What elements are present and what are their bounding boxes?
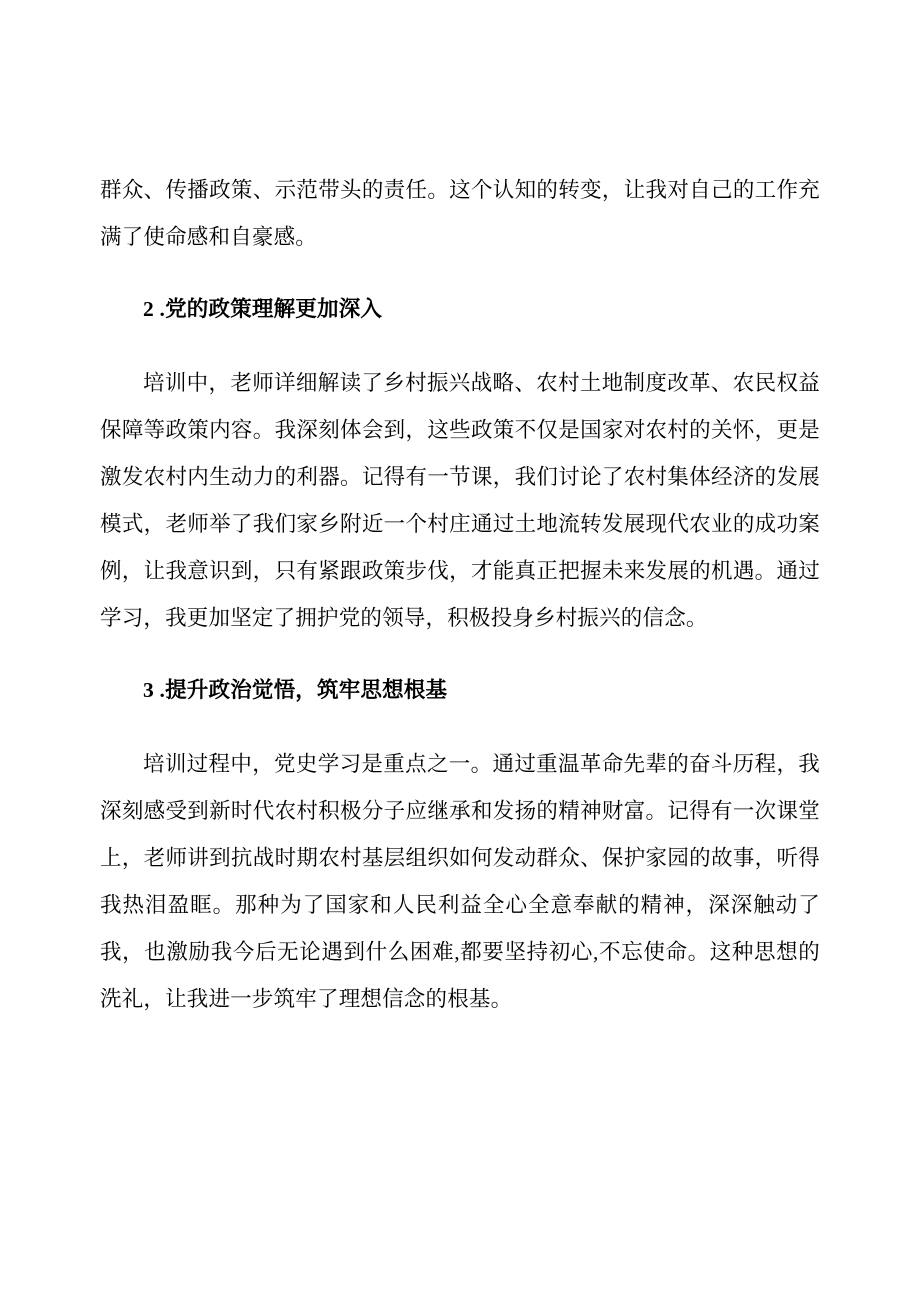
section-paragraph-3: 培训过程中，党史学习是重点之一。通过重温革命先辈的奋斗历程，我深刻感受到新时代农村积极分子应继承和发扬的精神财富。记得有一次课堂上，老师讲到抗战时期农村基层组织如何发动群众、保护家园的故事，听得我热泪盈眶。那种为了国家和人民利益全心全意奉献的精神，深深触动了我，也激励我今后无论遇到什么困难,都要坚持初心,不忘使命。这种思想的洗礼，让我进一步筑牢了理想信念的根基。 bbox=[100, 752, 820, 1011]
paragraph-continuation: 群众、传播政策、示范带头的责任。这个认知的转变，让我对自己的工作充满了使命感和自豪感。 bbox=[100, 178, 820, 249]
section-heading-2: 2 .党的政策理解更加深入 bbox=[143, 297, 383, 321]
section-paragraph-2: 培训中，老师详细解读了乡村振兴战略、农村土地制度改革、农民权益保障等政策内容。我深刻体会到，这些政策不仅是国家对农村的关怀，更是激发农村内生动力的利器。记得有一节课，我们讨论了农村集体经济的发展模式，老师举了我们家乡附近一个村庄通过土地流转发展现代农业的成功案例，让我意识到，只有紧跟政策步伐，才能真正把握未来发展的机遇。通过学习，我更加坚定了拥护党的领导，积极投身乡村振兴的信念。 bbox=[100, 371, 820, 630]
section-heading-3: 3 .提升政治觉悟，筑牢思想根基 bbox=[143, 678, 448, 702]
